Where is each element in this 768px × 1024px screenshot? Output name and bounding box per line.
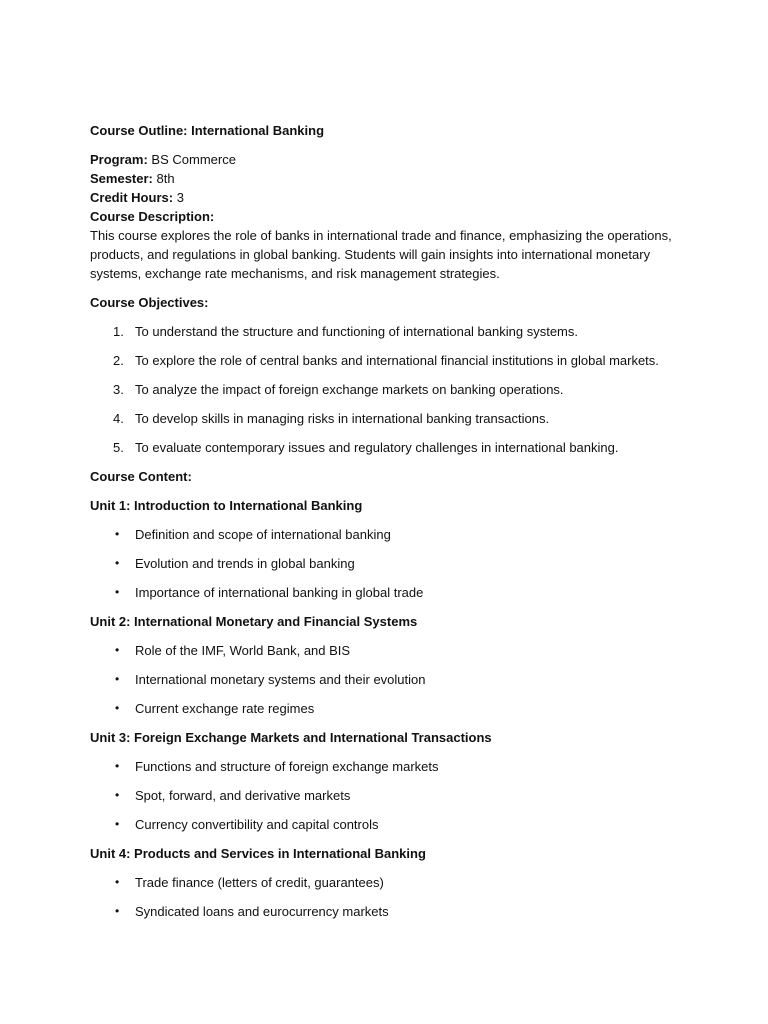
unit-4-list — [90, 873, 680, 921]
list-item — [90, 902, 680, 921]
objective-text: To evaluate contemporary issues and regulatory challenges in international banking. — [135, 440, 619, 455]
bullet-icon: • — [115, 643, 120, 657]
unit-3-heading: Unit 3: Foreign Exchange Markets and International Transactions — [90, 730, 492, 745]
objectives-heading: Course Objectives: — [90, 295, 209, 310]
list-item-text: Definition and scope of international banking — [135, 527, 391, 542]
course-content-heading: Course Content: — [90, 469, 192, 484]
bullet-icon: • — [115, 817, 120, 831]
document-title: Course Outline: International Banking — [90, 123, 325, 138]
bullet-icon: • — [115, 701, 120, 715]
objective-number: 1. — [113, 324, 124, 339]
list-item-text: Spot, forward, and derivative markets — [135, 788, 351, 803]
list-item-text: Evolution and trends in global banking — [135, 556, 355, 571]
list-item — [90, 670, 680, 689]
unit-2-list — [90, 641, 680, 718]
program-line — [90, 150, 680, 169]
bullet-icon: • — [115, 904, 120, 918]
list-item-text: International monetary systems and their evolution — [135, 672, 426, 687]
bullet-icon: • — [115, 527, 120, 541]
description-heading: Course Description: — [90, 209, 215, 224]
unit-1-heading: Unit 1: Introduction to International Banking — [90, 498, 363, 513]
semester-label: Semester: — [90, 171, 153, 186]
list-item-text: Role of the IMF, World Bank, and BIS — [135, 643, 351, 658]
bullet-icon: • — [115, 672, 120, 686]
list-item-text: Current exchange rate regimes — [135, 701, 315, 716]
list-item — [90, 554, 680, 573]
semester-value: 8th — [156, 171, 175, 186]
unit-4-heading: Unit 4: Products and Services in International Banking — [90, 846, 426, 861]
list-item — [90, 641, 680, 660]
credit-hours-label: Credit Hours: — [90, 190, 174, 205]
objectives-list — [90, 322, 680, 457]
list-item — [90, 757, 680, 776]
objective-item — [90, 322, 680, 341]
unit-1-list — [90, 525, 680, 602]
list-item-text: Importance of international banking in global trade — [135, 585, 424, 600]
program-label: Program: — [90, 152, 148, 167]
objective-text: To explore the role of central banks and international financial institutions in global markets. — [135, 353, 659, 368]
document-page — [90, 121, 680, 931]
bullet-icon: • — [115, 875, 120, 889]
objective-text: To analyze the impact of foreign exchange markets on banking operations. — [135, 382, 564, 397]
objective-number: 5. — [113, 440, 124, 455]
objective-item — [90, 409, 680, 428]
credit-hours-line — [90, 188, 680, 207]
list-item — [90, 699, 680, 718]
list-item-text: Syndicated loans and eurocurrency markets — [135, 904, 389, 919]
objective-text: To develop skills in managing risks in international banking transactions. — [135, 411, 550, 426]
list-item-text: Functions and structure of foreign exchange markets — [135, 759, 439, 774]
list-item — [90, 815, 680, 834]
list-item-text: Trade finance (letters of credit, guarantees) — [135, 875, 384, 890]
credit-hours-value: 3 — [176, 190, 184, 205]
bullet-icon: • — [115, 556, 120, 570]
description-text: This course explores the role of banks in international trade and finance, emphasizing the operations, products, and regulations in global banking. Students will gain insights into international monetary systems, exchange rate mechanisms, and risk management strategies. — [90, 228, 672, 281]
list-item-text: Currency convertibility and capital controls — [135, 817, 379, 832]
objective-number: 3. — [113, 382, 124, 397]
program-value: BS Commerce — [151, 152, 236, 167]
list-item — [90, 525, 680, 544]
unit-2-heading: Unit 2: International Monetary and Financial Systems — [90, 614, 418, 629]
objective-item — [90, 380, 680, 399]
list-item — [90, 583, 680, 602]
list-item — [90, 786, 680, 805]
list-item — [90, 873, 680, 892]
bullet-icon: • — [115, 788, 120, 802]
bullet-icon: • — [115, 585, 120, 599]
objective-number: 2. — [113, 353, 124, 368]
bullet-icon: • — [115, 759, 120, 773]
objective-text: To understand the structure and functioning of international banking systems. — [135, 324, 578, 339]
unit-3-list — [90, 757, 680, 834]
objective-number: 4. — [113, 411, 124, 426]
objective-item — [90, 438, 680, 457]
semester-line — [90, 169, 680, 188]
objective-item — [90, 351, 680, 370]
